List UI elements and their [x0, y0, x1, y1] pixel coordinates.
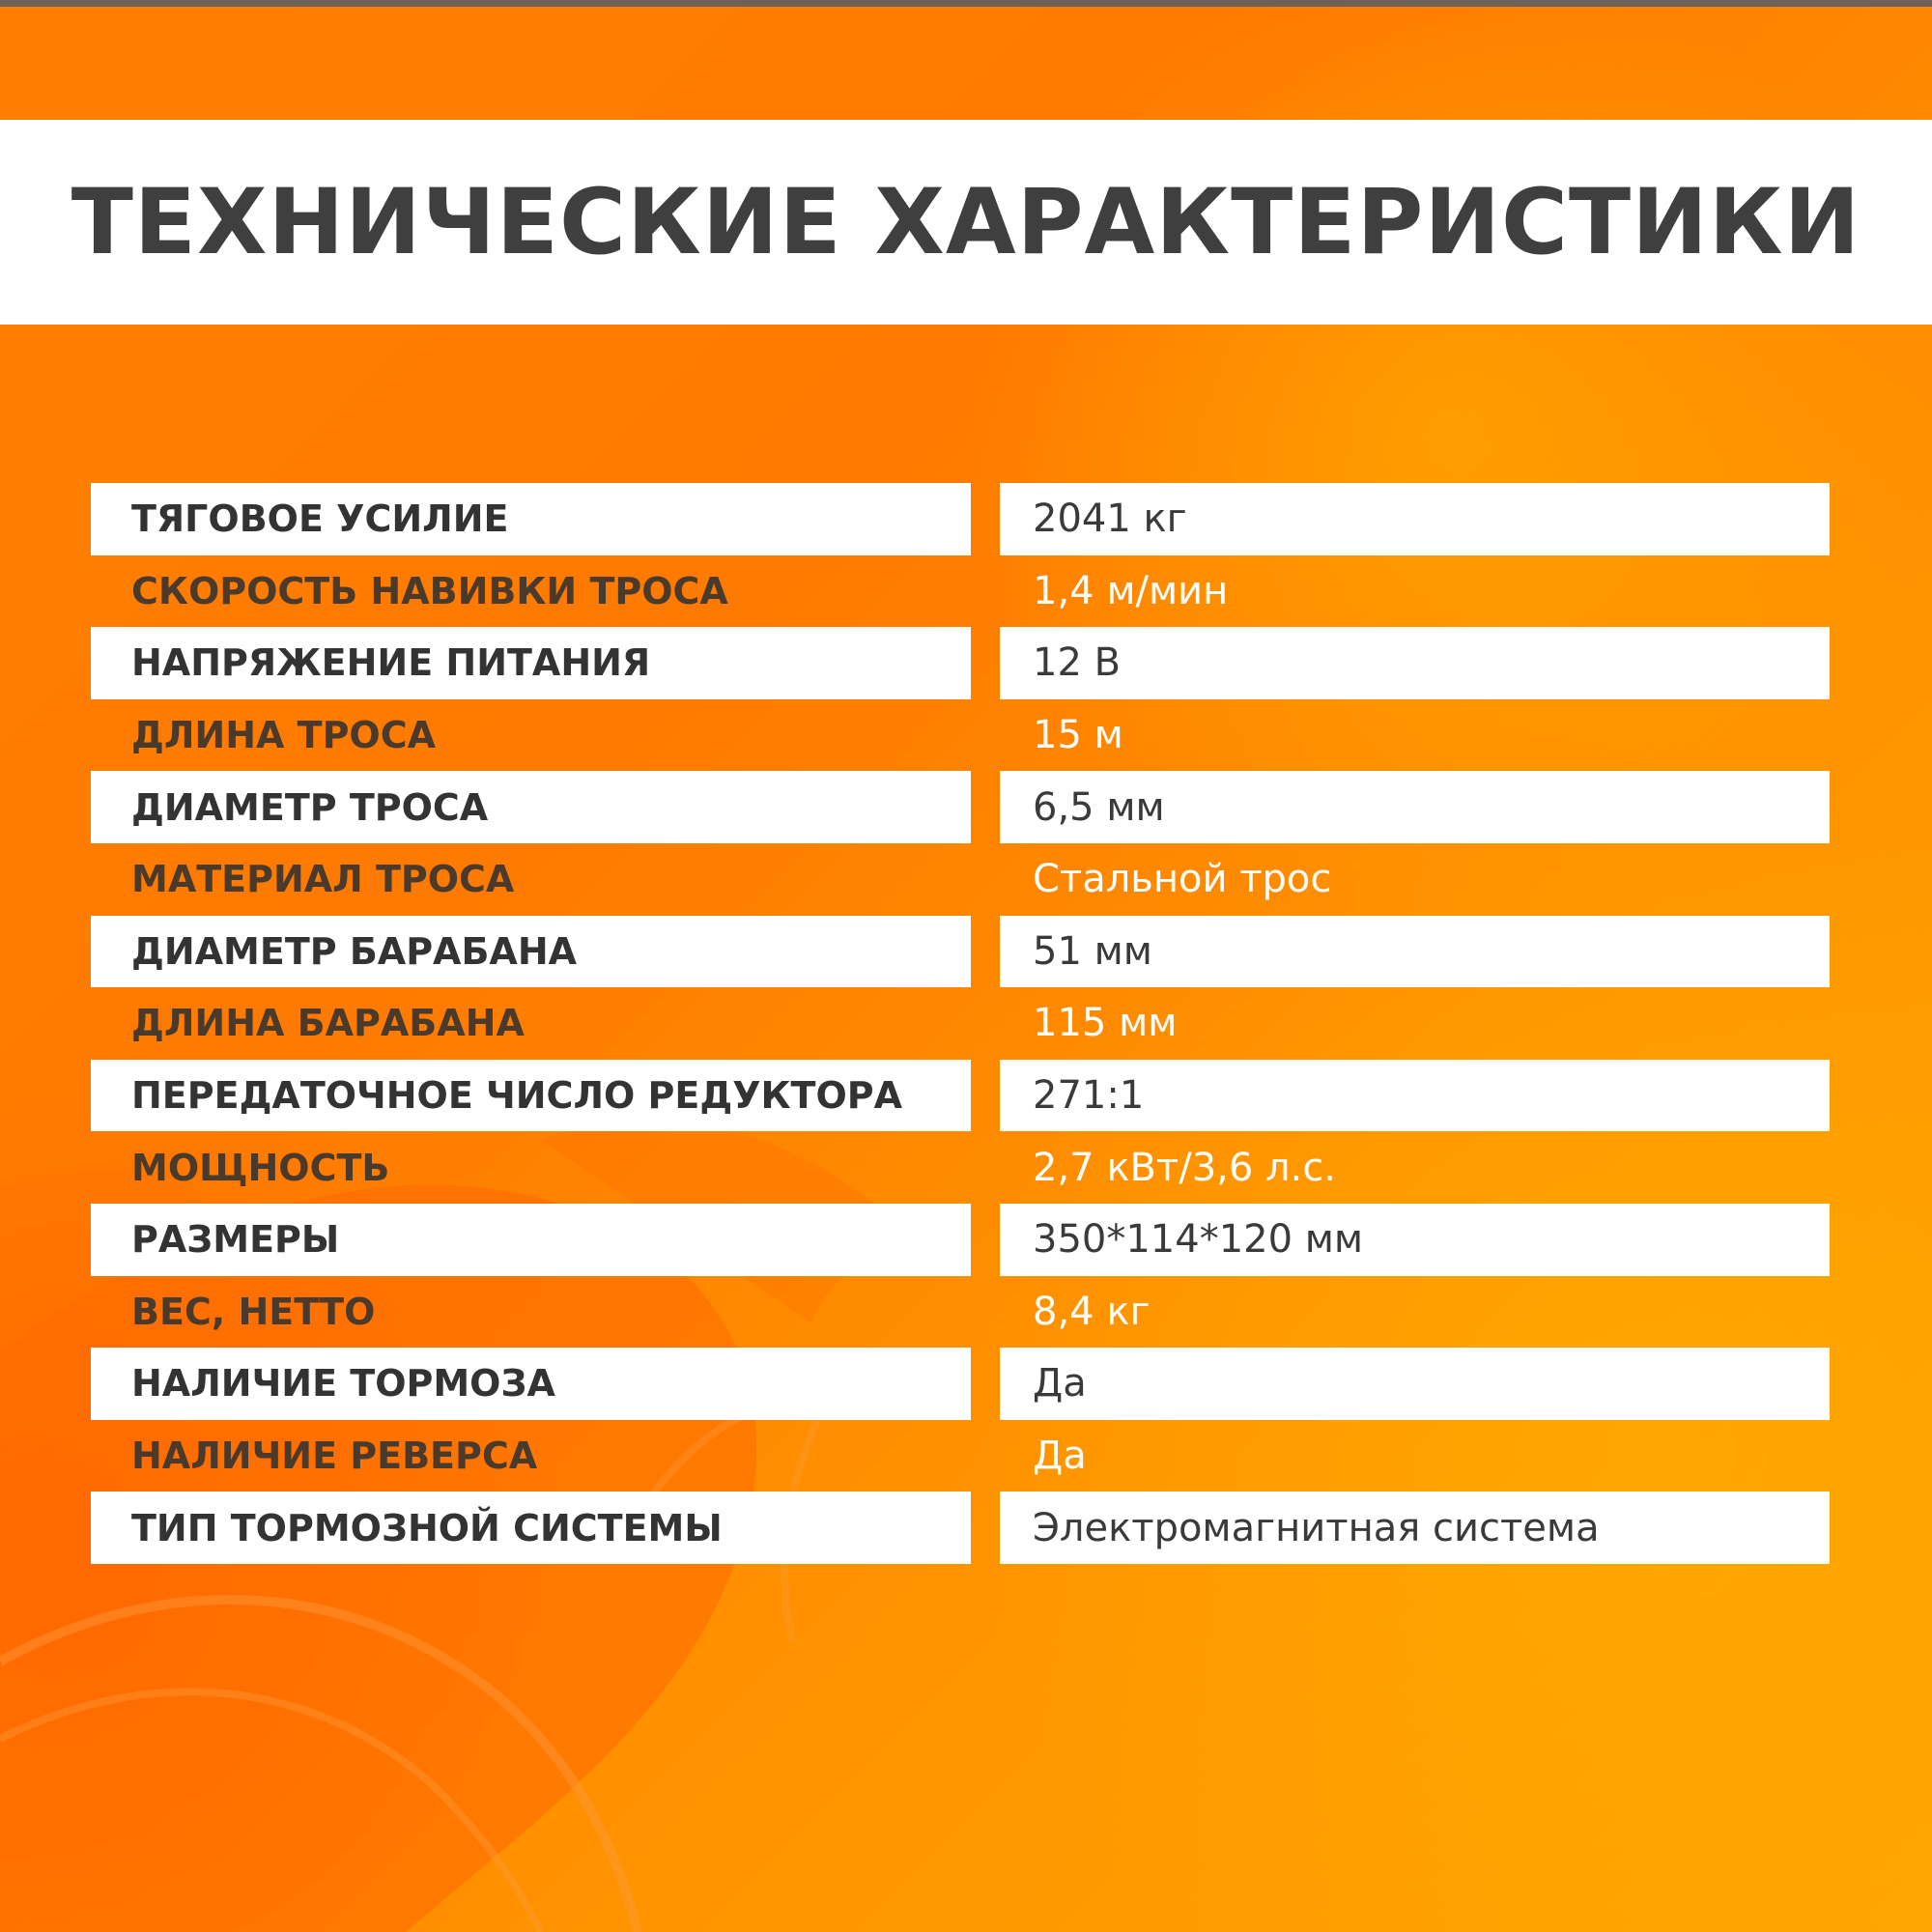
spec-label: ТИП ТОРМОЗНОЙ СИСТЕМЫ [91, 1492, 971, 1564]
spec-table [91, 483, 1830, 1564]
spec-row [91, 699, 1830, 772]
title-band [0, 120, 1932, 325]
spec-value: 1,4 м/мин [1033, 568, 1229, 613]
spec-value: 12 В [1000, 627, 1830, 699]
spec-row [91, 1060, 1830, 1132]
spec-row [91, 843, 1830, 916]
spec-label: РАЗМЕРЫ [91, 1204, 971, 1276]
spec-row [91, 555, 1830, 628]
spec-value: 115 мм [1033, 1001, 1178, 1046]
spec-value: 350*114*120 мм [1000, 1204, 1830, 1276]
spec-label: МОЩНОСТЬ [131, 1146, 390, 1189]
spec-label: ДЛИНА БАРАБАНА [131, 1002, 525, 1045]
spec-label: ТЯГОВОЕ УСИЛИЕ [91, 483, 971, 555]
spec-row [91, 1276, 1830, 1349]
spec-row [91, 771, 1830, 843]
spec-label: ДИАМЕТР БАРАБАНА [91, 916, 971, 988]
spec-label: СКОРОСТЬ НАВИВКИ ТРОСА [131, 569, 728, 612]
spec-value: Да [1000, 1348, 1830, 1420]
spec-label: ДИАМЕТР ТРОСА [91, 771, 971, 843]
spec-row [91, 1348, 1830, 1420]
spec-value: 6,5 мм [1000, 771, 1830, 843]
spec-value: 2,7 кВт/3,6 л.с. [1033, 1145, 1337, 1190]
spec-row [91, 1492, 1830, 1564]
spec-label: МАТЕРИАЛ ТРОСА [131, 858, 515, 901]
spec-label: НАЛИЧИЕ ТОРМОЗА [91, 1348, 971, 1420]
top-strip [0, 0, 1932, 7]
spec-value: 2041 кг [1000, 483, 1830, 555]
spec-label: ВЕС, НЕТТО [131, 1290, 376, 1333]
spec-row [91, 483, 1830, 555]
spec-row [91, 1420, 1830, 1492]
spec-label: НАЛИЧИЕ РЕВЕРСА [131, 1435, 538, 1478]
spec-value: 51 мм [1000, 916, 1830, 988]
spec-row [91, 1204, 1830, 1276]
spec-value: 15 м [1033, 713, 1123, 758]
spec-label: НАПРЯЖЕНИЕ ПИТАНИЯ [91, 627, 971, 699]
spec-value: 8,4 кг [1033, 1289, 1151, 1334]
spec-value: Да [1033, 1434, 1087, 1479]
spec-row [91, 916, 1830, 988]
page-title: ТЕХНИЧЕСКИЕ ХАРАКТЕРИСТИКИ [71, 169, 1861, 275]
spec-value: Электромагнитная система [1000, 1492, 1830, 1564]
spec-row [91, 627, 1830, 699]
spec-row [91, 1131, 1830, 1204]
spec-value: 271:1 [1000, 1060, 1830, 1132]
spec-label: ДЛИНА ТРОСА [131, 714, 437, 757]
spec-row [91, 987, 1830, 1060]
spec-value: Стальной трос [1033, 857, 1332, 902]
spec-label: ПЕРЕДАТОЧНОЕ ЧИСЛО РЕДУКТОРА [91, 1060, 971, 1132]
